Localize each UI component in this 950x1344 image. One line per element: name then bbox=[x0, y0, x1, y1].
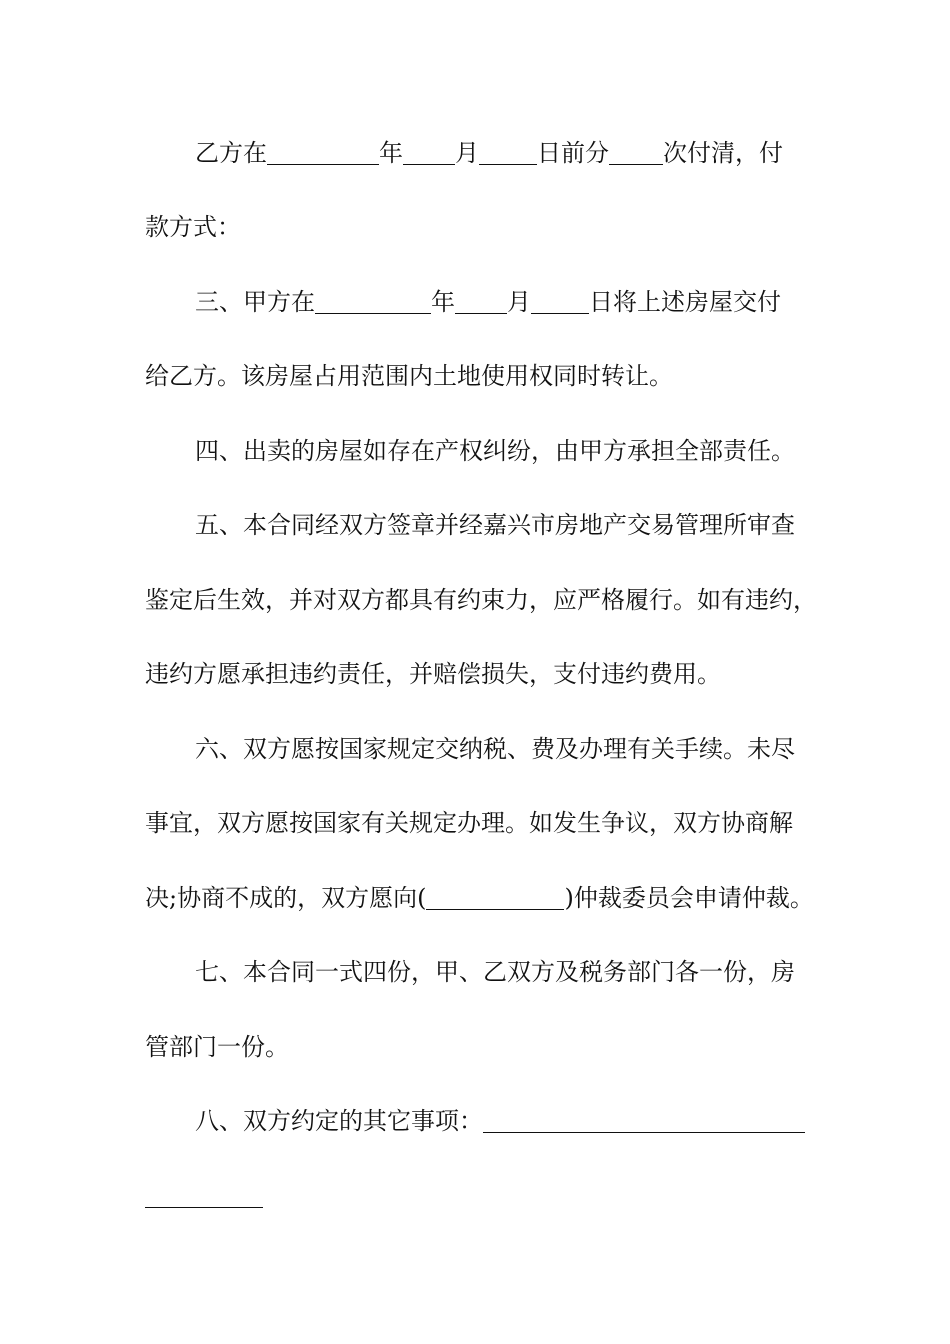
clause-4-line-1 bbox=[145, 431, 810, 471]
delivery-day-blank[interactable] bbox=[531, 285, 589, 314]
text: 日前分 bbox=[537, 139, 609, 167]
text: 次付清，付 bbox=[663, 139, 783, 167]
clause-8-line-1 bbox=[145, 1101, 810, 1141]
clause-5-line-3 bbox=[145, 654, 810, 694]
text: 年 bbox=[379, 139, 403, 167]
text: 决;协商不成的，双方愿向( bbox=[145, 884, 427, 912]
payment-method-line bbox=[145, 207, 810, 247]
month-blank[interactable] bbox=[403, 136, 455, 165]
day-blank[interactable] bbox=[479, 136, 537, 165]
text: 六、双方愿按国家规定交纳税、费及办理有关手续。未尽 bbox=[195, 735, 795, 763]
text: )仲裁委员会申请仲裁。 bbox=[564, 884, 814, 912]
text: 月 bbox=[507, 288, 531, 316]
clause-5-line-2 bbox=[145, 580, 817, 620]
text: 给乙方。该房屋占用范围内土地使用权同时转让。 bbox=[145, 362, 673, 390]
other-matters-blank-continued[interactable] bbox=[145, 1179, 263, 1208]
clause-3-line-1 bbox=[145, 282, 810, 322]
text: 七、本合同一式四份，甲、乙双方及税务部门各一份，房 bbox=[195, 958, 795, 986]
clause-6-line-1 bbox=[145, 729, 810, 769]
clause-7-line-2 bbox=[145, 1027, 810, 1067]
arbitration-committee-blank[interactable] bbox=[426, 881, 564, 910]
clause-8-line-2 bbox=[145, 1176, 810, 1216]
clause-6-line-2 bbox=[145, 803, 810, 843]
text: 管部门一份。 bbox=[145, 1033, 289, 1061]
year-blank[interactable] bbox=[267, 136, 379, 165]
text: 违约方愿承担违约责任，并赔偿损失，支付违约费用。 bbox=[145, 660, 721, 688]
text: 四、出卖的房屋如存在产权纠纷，由甲方承担全部责任。 bbox=[195, 437, 795, 465]
payment-terms-line-1 bbox=[145, 133, 810, 173]
delivery-month-blank[interactable] bbox=[455, 285, 507, 314]
text: 款方式： bbox=[145, 213, 241, 241]
text: 事宜，双方愿按国家有关规定办理。如发生争议，双方协商解 bbox=[145, 809, 793, 837]
clause-7-line-1 bbox=[145, 952, 810, 992]
installments-blank[interactable] bbox=[609, 136, 663, 165]
text: 五、本合同经双方签章并经嘉兴市房地产交易管理所审查 bbox=[195, 511, 795, 539]
clause-6-line-3 bbox=[145, 878, 814, 918]
clause-3-line-2 bbox=[145, 356, 810, 396]
other-matters-blank[interactable] bbox=[483, 1104, 805, 1133]
clause-5-line-1 bbox=[145, 505, 810, 545]
text: 日将上述房屋交付 bbox=[589, 288, 781, 316]
text: 三、甲方在 bbox=[195, 288, 315, 316]
text: 乙方在 bbox=[195, 139, 267, 167]
text: 八、双方约定的其它事项： bbox=[195, 1107, 483, 1135]
text: 月 bbox=[455, 139, 479, 167]
text: 年 bbox=[431, 288, 455, 316]
delivery-year-blank[interactable] bbox=[315, 285, 431, 314]
text: 鉴定后生效，并对双方都具有约束力，应严格履行。如有违约， bbox=[145, 586, 817, 614]
